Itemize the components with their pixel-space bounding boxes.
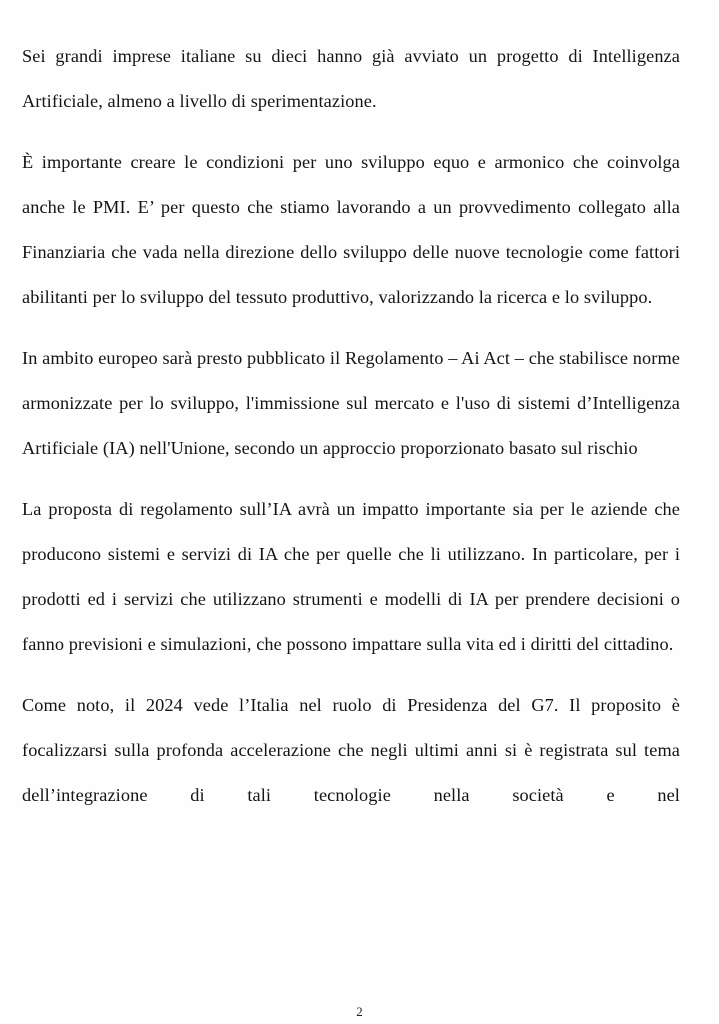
document-text-body: [22, 34, 680, 863]
paragraph-3: In ambito europeo sarà presto pubblicato il Regolamento – Ai Act – che stabilisce norme armonizzate per lo sviluppo, l'immissione sul mercato e l'uso di sistemi d’Intelligenza Artificiale (IA) nell'Unione, secondo un approccio proporzionato basato sul rischio: [22, 348, 680, 458]
paragraph-1: Sei grandi imprese italiane su dieci hanno già avviato un progetto di Intelligenza Artificiale, almeno a livello di sperimentazione.: [22, 46, 680, 111]
paragraph-2: È importante creare le condizioni per uno sviluppo equo e armonico che coinvolga anche le PMI. E’ per questo che stiamo lavorando a un provvedimento collegato alla Finanziaria che vada nella direzione dello sviluppo delle nuove tecnologie come fattori abilitanti per lo sviluppo del tessuto produttivo, valorizzando la ricerca e lo sviluppo.: [22, 152, 680, 307]
paragraph-4: La proposta di regolamento sull’IA avrà un impatto importante sia per le aziende che producono sistemi e servizi di IA che per quelle che li utilizzano. In particolare, per i prodotti ed i servizi che utilizzano strumenti e modelli di IA per prendere decisioni o fanno previsioni e simulazioni, che possono impattare sulla vita ed i diritti del cittadino.: [22, 499, 680, 654]
paragraph-5: Come noto, il 2024 vede l’Italia nel ruolo di Presidenza del G7. Il proposito è focalizzarsi sulla profonda accelerazione che negli ultimi anni si è registrata sul tema dell’integrazione di tali tecnologie nella società e nel: [22, 695, 680, 805]
page-number: 2: [356, 1004, 363, 1019]
